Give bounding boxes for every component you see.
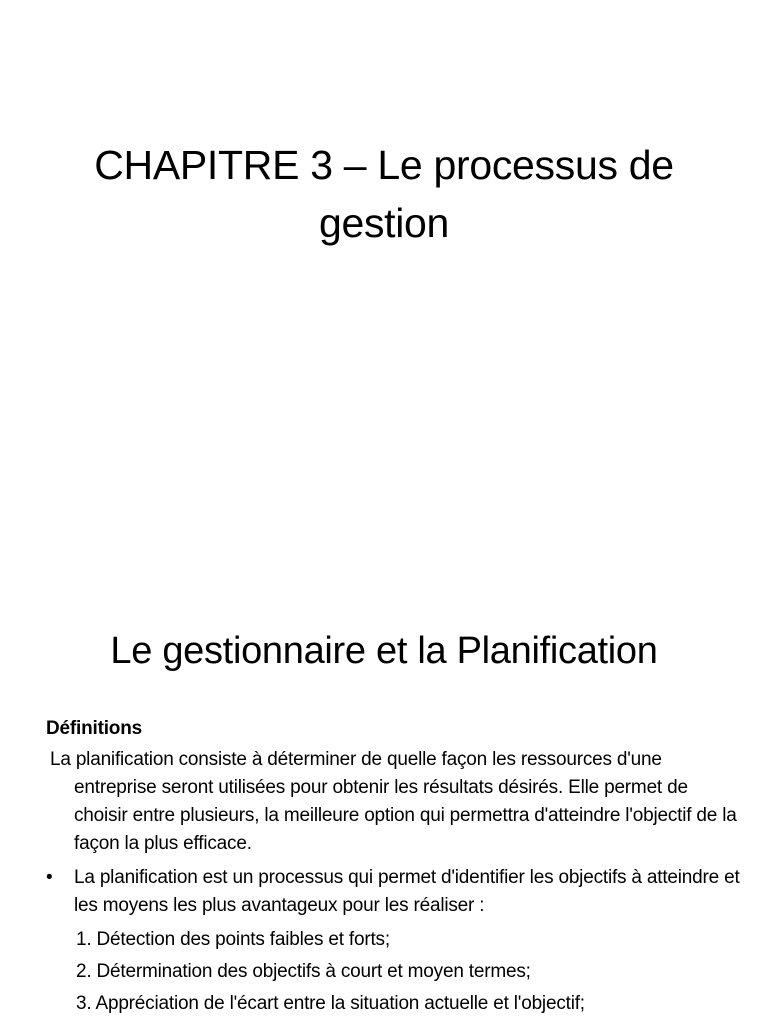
numbered-list bbox=[46, 924, 746, 1020]
slide-body bbox=[46, 714, 746, 1020]
bullet-item bbox=[46, 864, 746, 920]
bullet-text: La planification est un processus qui permet d'identifier les objectifs à atteindre et les moyens les plus avantageux pour les réaliser : bbox=[74, 867, 740, 916]
chapter-title-line-2: gestion bbox=[318, 200, 450, 246]
section-title: Le gestionnaire et la Planification bbox=[110, 630, 658, 672]
bullet-dot-icon: • bbox=[46, 867, 53, 888]
list-item: 2. Détermination des objectifs à court et moyen termes; bbox=[76, 961, 531, 982]
definitions-heading: Définitions bbox=[46, 718, 142, 739]
list-item: 3. Appréciation de l'écart entre la situation actuelle et l'objectif; bbox=[76, 993, 585, 1014]
list-item: 1. Détection des points faibles et forts; bbox=[76, 929, 390, 950]
chapter-title-line-1: CHAPITRE 3 – Le processus de bbox=[94, 142, 674, 188]
chapter-title bbox=[40, 136, 728, 252]
definition-paragraph: La planification consiste à déterminer de quelle façon les ressources d'une entreprise seront utilisées pour obtenir les résultats désirés. Elle permet de choisir entre plusieurs, la meilleure option qui permettra d'atteindre l'objectif de la façon la plus efficace. bbox=[50, 749, 737, 854]
